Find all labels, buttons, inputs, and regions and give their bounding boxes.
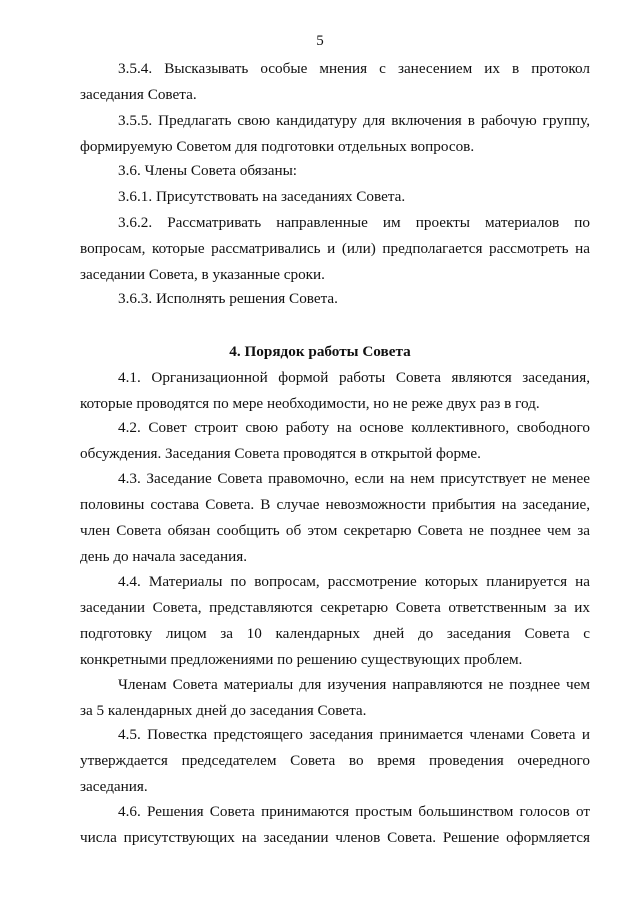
paragraph-line: 4.6. Решения Совета принимаются простым большинством голосов от	[118, 803, 590, 820]
paragraph-line: конкретными предложениями по решению существующих проблем.	[80, 651, 523, 668]
paragraph-line: 4.1. Организационной формой работы Совета являются заседания,	[118, 369, 590, 386]
paragraph-line: половины состава Совета. В случае невозможности прибытия на заседание,	[80, 496, 590, 513]
paragraph-line: вопросам, которые рассматривались и (или) предполагается рассмотреть на	[80, 240, 590, 257]
paragraph-line: за 5 календарных дней до заседания Совета.	[80, 702, 367, 719]
paragraph-4-5	[80, 722, 590, 800]
paragraph-line: которые проводятся по мере необходимости, но не реже двух раз в год.	[80, 395, 540, 412]
paragraph-line: Членам Совета материалы для изучения направляются не позднее чем	[118, 676, 590, 693]
paragraph-3-6-1	[80, 184, 590, 210]
paragraph-line: 4.5. Повестка предстоящего заседания принимается членами Совета и	[118, 726, 590, 743]
paragraph-line: 4.2. Совет строит свою работу на основе коллективного, свободного	[118, 419, 590, 436]
paragraph-3-6-2	[80, 210, 590, 288]
paragraph-line: утверждается председателем Совета во время проведения очередного	[80, 752, 590, 769]
paragraph-line: числа присутствующих на заседании членов Совета. Решение оформляется	[80, 829, 590, 846]
paragraph-line: 3.6.1. Присутствовать на заседаниях Совета.	[118, 188, 406, 205]
paragraph-3-6	[80, 158, 590, 184]
paragraph-line: 3.6.3. Исполнять решения Совета.	[118, 290, 338, 307]
paragraph-line: 3.5.4. Высказывать особые мнения с занесением их в протокол	[118, 60, 590, 77]
paragraph-4-1	[80, 365, 590, 417]
paragraph-line: заседании Совета, представляются секретарю Совета ответственным за их	[80, 599, 590, 616]
paragraph-line: подготовку лицом за 10 календарных дней до заседания Совета с	[80, 625, 590, 642]
paragraph-line: 3.6.2. Рассматривать направленные им проекты материалов по	[118, 214, 590, 231]
paragraph-line: заседании Совета, в указанные сроки.	[80, 266, 325, 283]
paragraph-4-2	[80, 415, 590, 467]
paragraph-3-5-5	[80, 108, 590, 160]
paragraph-line: 4.3. Заседание Совета правомочно, если на нем присутствует не менее	[118, 470, 590, 487]
paragraph-materials-deadline	[80, 672, 590, 724]
paragraph-4-3	[80, 466, 590, 570]
paragraph-3-6-3	[80, 286, 590, 312]
paragraph-line: день до начала заседания.	[80, 548, 248, 565]
paragraph-line: 3.6. Члены Совета обязаны:	[118, 162, 298, 179]
paragraph-3-5-4	[80, 56, 590, 108]
paragraph-line: заседания.	[80, 778, 148, 795]
paragraph-line: формируемую Советом для подготовки отдельных вопросов.	[80, 138, 475, 155]
page-number: 5	[316, 33, 324, 49]
paragraph-line: 3.5.5. Предлагать свою кандидатуру для включения в рабочую группу,	[118, 112, 590, 129]
paragraph-line: 4.4. Материалы по вопросам, рассмотрение которых планируется на	[118, 573, 590, 590]
paragraph-line: член Совета обязан сообщить об этом секретарю Совета не позднее чем за	[80, 522, 590, 539]
paragraph-line: заседания Совета.	[80, 86, 197, 103]
paragraph-4-6	[80, 799, 590, 851]
paragraph-line: обсуждения. Заседания Совета проводятся в открытой форме.	[80, 445, 481, 462]
paragraph-4-4	[80, 569, 590, 673]
section-heading: 4. Порядок работы Совета	[229, 343, 411, 360]
